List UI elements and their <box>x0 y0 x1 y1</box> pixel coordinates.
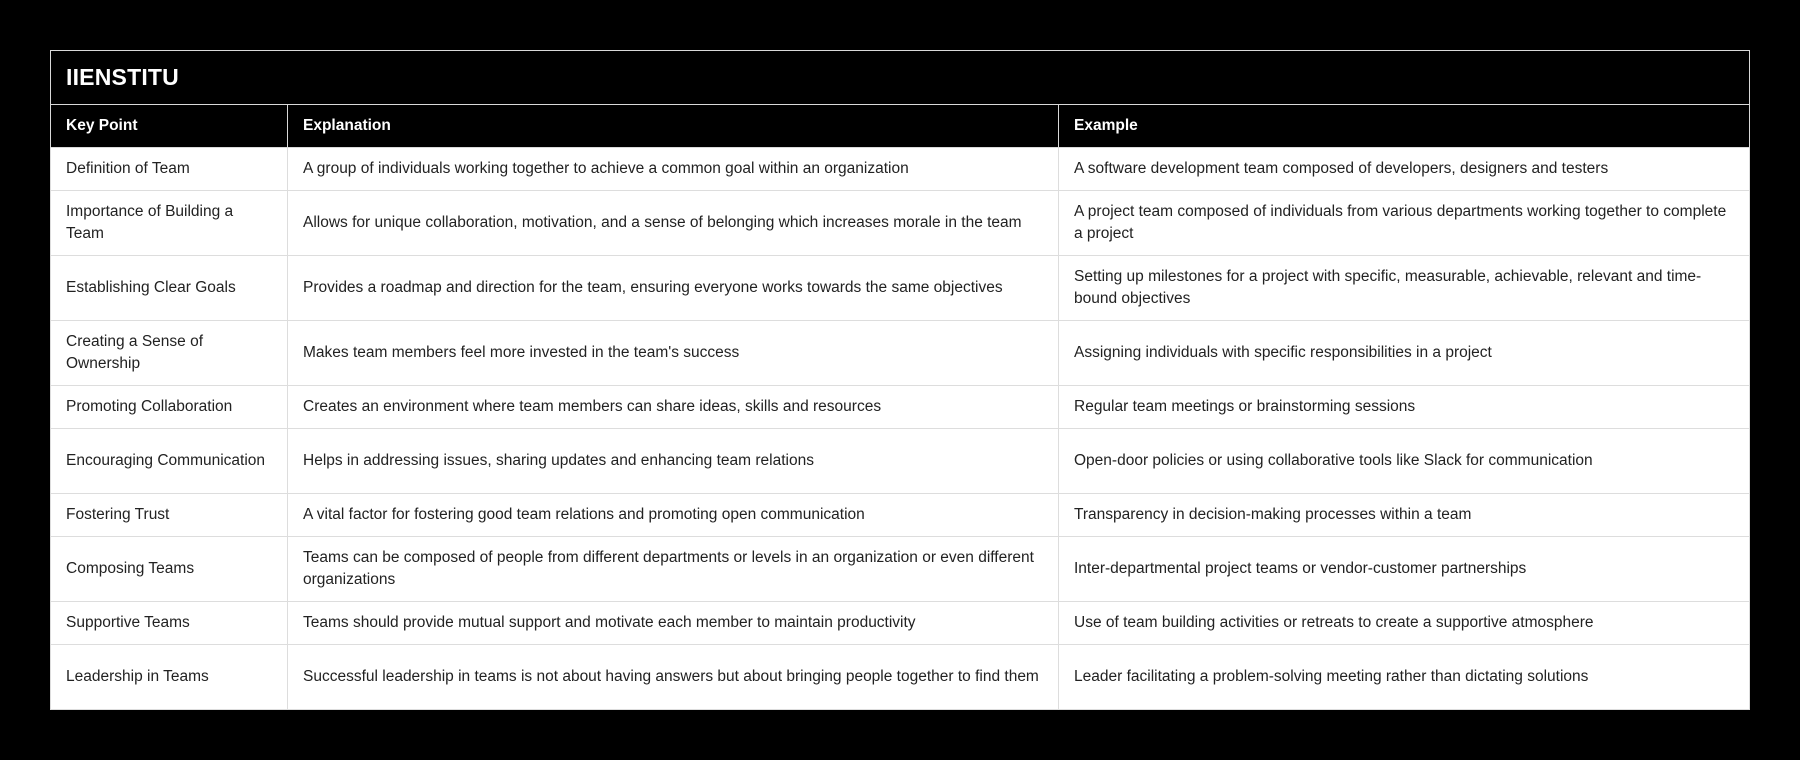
explanation-cell: Provides a roadmap and direction for the team, ensuring everyone works towards the same objectives <box>288 256 1059 321</box>
table-row <box>51 191 1750 256</box>
table-row <box>51 429 1750 494</box>
key-point-cell: Creating a Sense of Ownership <box>51 321 288 386</box>
table-row <box>51 321 1750 386</box>
table-row <box>51 537 1750 602</box>
key-point-cell: Encouraging Communication <box>51 429 288 494</box>
title-row <box>51 51 1750 105</box>
explanation-cell: Creates an environment where team members can share ideas, skills and resources <box>288 386 1059 429</box>
example-cell: Leader facilitating a problem-solving meeting rather than dictating solutions <box>1059 645 1750 710</box>
explanation-cell: A vital factor for fostering good team relations and promoting open communication <box>288 494 1059 537</box>
explanation-cell: Teams should provide mutual support and motivate each member to maintain productivity <box>288 602 1059 645</box>
example-cell: A software development team composed of developers, designers and testers <box>1059 148 1750 191</box>
key-point-cell: Promoting Collaboration <box>51 386 288 429</box>
header-explanation: Explanation <box>288 105 1059 148</box>
example-cell: Inter-departmental project teams or vendor-customer partnerships <box>1059 537 1750 602</box>
explanation-cell: Makes team members feel more invested in the team's success <box>288 321 1059 386</box>
key-point-cell: Definition of Team <box>51 148 288 191</box>
key-point-cell: Fostering Trust <box>51 494 288 537</box>
header-example: Example <box>1059 105 1750 148</box>
table-row <box>51 386 1750 429</box>
key-point-cell: Composing Teams <box>51 537 288 602</box>
key-point-cell: Establishing Clear Goals <box>51 256 288 321</box>
table-container <box>50 50 1749 710</box>
explanation-cell: Helps in addressing issues, sharing updates and enhancing team relations <box>288 429 1059 494</box>
example-cell: Assigning individuals with specific responsibilities in a project <box>1059 321 1750 386</box>
table-title: IIENSTITU <box>51 51 1750 105</box>
explanation-cell: A group of individuals working together to achieve a common goal within an organization <box>288 148 1059 191</box>
example-cell: Open-door policies or using collaborative tools like Slack for communication <box>1059 429 1750 494</box>
example-cell: Use of team building activities or retreats to create a supportive atmosphere <box>1059 602 1750 645</box>
key-point-cell: Leadership in Teams <box>51 645 288 710</box>
table-row <box>51 602 1750 645</box>
example-cell: A project team composed of individuals from various departments working together to complete a project <box>1059 191 1750 256</box>
example-cell: Setting up milestones for a project with specific, measurable, achievable, relevant and time-bound objectives <box>1059 256 1750 321</box>
explanation-cell: Successful leadership in teams is not about having answers but about bringing people together to find them <box>288 645 1059 710</box>
example-cell: Regular team meetings or brainstorming sessions <box>1059 386 1750 429</box>
header-row <box>51 105 1750 148</box>
key-points-table <box>50 50 1750 710</box>
key-point-cell: Supportive Teams <box>51 602 288 645</box>
explanation-cell: Teams can be composed of people from different departments or levels in an organization or even different organizations <box>288 537 1059 602</box>
explanation-cell: Allows for unique collaboration, motivation, and a sense of belonging which increases morale in the team <box>288 191 1059 256</box>
table-row <box>51 494 1750 537</box>
example-cell: Transparency in decision-making processes within a team <box>1059 494 1750 537</box>
table-row <box>51 256 1750 321</box>
header-key-point: Key Point <box>51 105 288 148</box>
table-row <box>51 148 1750 191</box>
table-row <box>51 645 1750 710</box>
key-point-cell: Importance of Building a Team <box>51 191 288 256</box>
